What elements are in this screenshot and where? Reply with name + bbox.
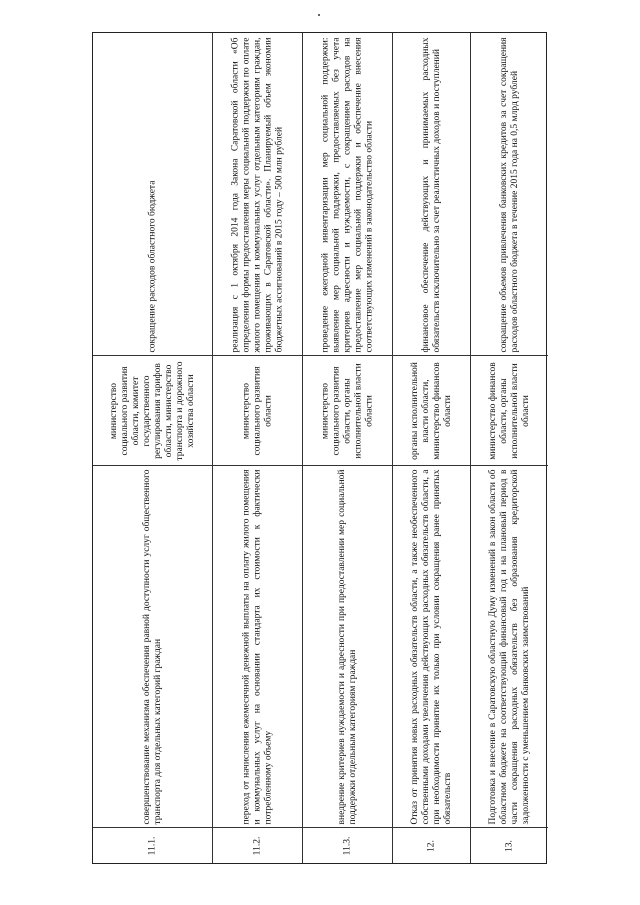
responsible-cell: органы исполнительной власти области, министерство финансов области <box>409 362 453 460</box>
measure-cell: Подготовка и внесение в Саратовскую областную Думу изменений в закон области об областном бюджете на соответствующий финансовый год и на плановый период в части сокращения расходных обязательств без образования кредиторской задолженности с уменьшением банковских заимствований <box>487 469 531 825</box>
table-row <box>93 33 213 863</box>
responsible-cell: министерство социального развития области, органы исполнительной власти области <box>320 363 374 459</box>
row-number: 11.2. <box>252 836 262 855</box>
measure-cell: переход от начисления ежемесячной денежной выплаты на оплату жилого помещения и коммунальных услуг на основании стандарта их стоимости к фактически потребленному объему <box>241 469 273 825</box>
table-row <box>393 33 471 863</box>
measure-cell: совершенствование механизма обеспечения равной доступности услуг общественного транспорта для отдельных категорий граждан <box>141 469 163 825</box>
responsible-cell: министерство социального развития области <box>241 366 273 456</box>
result-cell: сокращение объемов привлечения банковских кредитов за счет сокращения расходов областного бюджета в течение 2015 года на 0,5 млрд рублей <box>498 37 520 352</box>
result-cell: проведение ежегодной инвентаризации мер социальной поддержки: выявление мер социальной поддержки, предоставляемых без учета критериев адресности и нуждаемости, с сокращением расходов на предоставление мер социальной поддержки и обеспечение внесения соответствующих изменений в законодательство области <box>320 37 374 352</box>
table-row <box>303 33 393 863</box>
row-number: 11.1. <box>147 836 157 855</box>
row-number: 12. <box>426 839 436 852</box>
table-row <box>213 33 303 863</box>
measure-cell: Отказ от принятия новых расходных обязательств области, а также необеспеченного собственными доходами увеличения действующих расходных обязательств области, а при необходимости принятие их только при условии сокращения ранее принятых обязательств <box>409 469 453 825</box>
scan-speck <box>318 14 320 16</box>
responsible-cell: министерство социального развития области, комитет государственного регулирования тарифов области, министерство транспорта и дорожного хозяйства области <box>108 361 196 461</box>
table-row <box>471 33 548 863</box>
row-number: 13. <box>504 839 514 852</box>
measure-cell: внедрение критериев нуждаемости и адресности при предоставлении мер социальной поддержки отдельным категориям граждан <box>336 469 358 825</box>
responsible-cell: министерство финансов области, органы исполнительной власти области <box>487 362 531 460</box>
result-cell: финансовое обеспечение действующих и принимаемых расходных обязательств исключительно за счет реалистичных доходов и поступлений <box>420 37 442 352</box>
measures-table <box>92 32 547 864</box>
result-cell: сокращение расходов областного бюджета <box>147 180 157 352</box>
result-cell: реализация с 1 октября 2014 года Закона Саратовской области «Об определении формы предоставления меры социальной поддержки по оплате жилого помещения и коммунальных услуг отдельным категориям граждан, проживающих в Саратовской области». Планируемый объем экономии бюджетных ассигнований в 2015 году – 500 млн рублей <box>230 37 284 352</box>
row-number: 11.3. <box>342 836 352 855</box>
